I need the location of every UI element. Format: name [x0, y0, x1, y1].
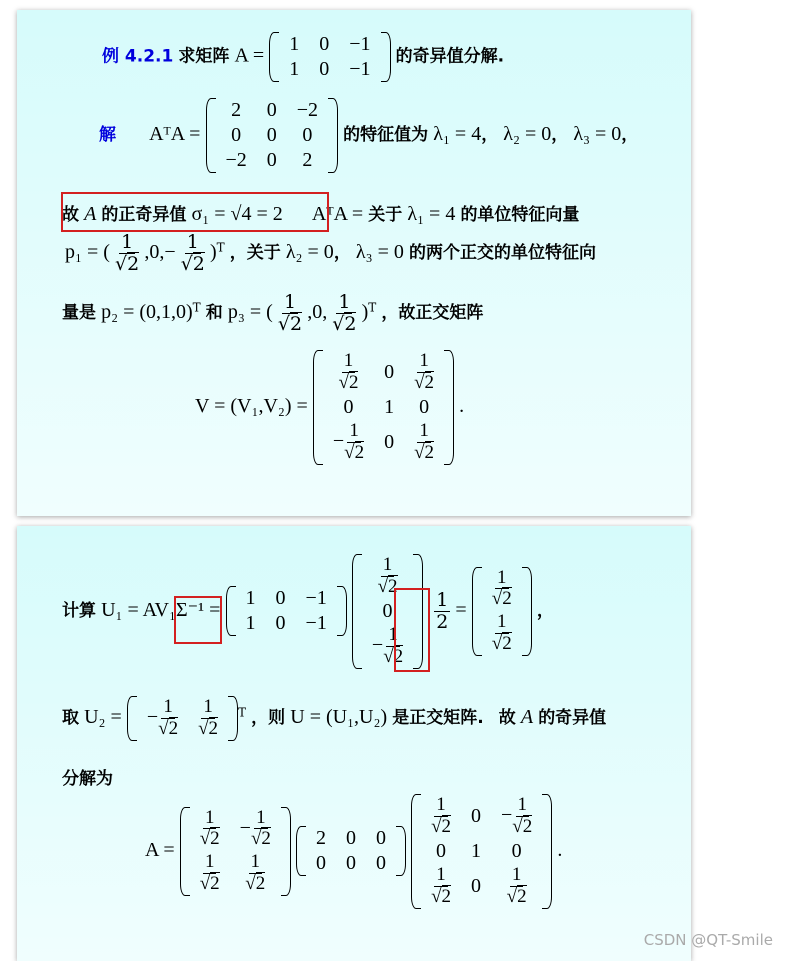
- highlight-box-half: [394, 588, 430, 672]
- matrix-ATA: 2 0 −2 0 0 0 −2 0 2: [206, 98, 339, 173]
- slide-2: [17, 526, 691, 961]
- matrix-U: 1 √ 2 − 1 √ 2 1 √ 2 1 √ 2: [180, 807, 291, 897]
- decomp-label: 分解为: [62, 769, 113, 789]
- vector-U1: 1 √ 2 1 √ 2: [472, 567, 532, 657]
- svd-result-line: A = 1 √ 2 − 1 √ 2 1 √ 2 1 √ 2 2 0 0 0 0 0 1 √ 2 0 − 1 √ 2 0 1 0 1 √ 2 0 1 √ 2 .: [145, 794, 562, 909]
- p1-line: p₁ = ( 1 √ 2 ,0,− 1 √ 2 )$^T$ ，关于 λ₂ = 0， λ₃ = 0 的两个正交的单位特征向: [65, 232, 596, 275]
- highlight-box-sigma: [61, 192, 329, 232]
- example-line: 例 4.2.1 求矩阵 A = 1 0 −1 1 0 −1 的奇异值分解.: [102, 33, 505, 80]
- p2-p3-line: 量是 $p_2 = (0,1,0)^T$ 和 p₃ = ( 1 √ 2 ,0, 1 √ 2 )$^T$ ，故正交矩阵: [62, 292, 483, 335]
- matrix-A-label: A =: [234, 44, 265, 67]
- frac-1-over-sqrt2: 1 √ 2: [181, 232, 205, 275]
- solution-label: 解: [99, 125, 116, 145]
- matrix-A: 1 0 −1 1 0 −1: [269, 32, 390, 82]
- solution-line: 解 AᵀA = 2 0 −2 0 0 0 −2 0 2 的特征值为 λ₁ = 4， λ₂ = 0， λ₃ = 0，: [99, 99, 639, 171]
- watermark: CSDN @QT-Smile: [643, 931, 773, 949]
- frac-1-over-sqrt2: 1 √ 2: [115, 232, 139, 275]
- slide-1: [17, 10, 691, 516]
- singular-value-line: 故 A 的正奇异值 σ₁ = √4 = 2 AᵀA = 关于 λ₁ = 4 的单位特征向量: [62, 203, 580, 225]
- vector-V1: 1 √ 2 0 − 1 √ 2: [352, 554, 423, 669]
- U1-line: 计算 U₁ = AV₁Σ⁻¹ = 1 0 −1 1 0 −1 1 √ 2 0 − 1 √ 2 $\frac{1}{2}$ = 1 √ 2 1 √ 2 ，: [62, 554, 554, 669]
- matrix-V-transpose: 1 √ 2 0 − 1 √ 2 0 1 0 1 √ 2 0 1 √ 2: [411, 794, 552, 909]
- matrix-Sigma: 2 0 0 0 0 0: [296, 826, 406, 876]
- sigma-1: σ₁ = √4 = 2: [191, 203, 283, 225]
- highlight-box-sigma-inv: [174, 596, 222, 644]
- V-matrix-line: V = (V₁,V₂) = 1 √ 2 0 1 √ 2 0 1 0 − 1 √ 2 0 1 √ 2 .: [195, 350, 464, 465]
- vector-U2: − 1 √ 2 1 √ 2: [127, 696, 238, 741]
- matrix-A-row: 1 0 −1 1 0 −1: [226, 586, 347, 636]
- example-label: 例 4.2.1: [102, 46, 174, 67]
- U2-line: 取 U₂ = − 1 √ 2 1 √ 2 $^T$ ，则 U = (U₁,U₂) 是正交矩阵. 故 A 的奇异值: [62, 696, 606, 741]
- matrix-V: 1 √ 2 0 1 √ 2 0 1 0 − 1 √ 2 0 1 √ 2: [313, 350, 454, 465]
- frac-1-over-2: $\frac{1}{2}$: [436, 588, 449, 633]
